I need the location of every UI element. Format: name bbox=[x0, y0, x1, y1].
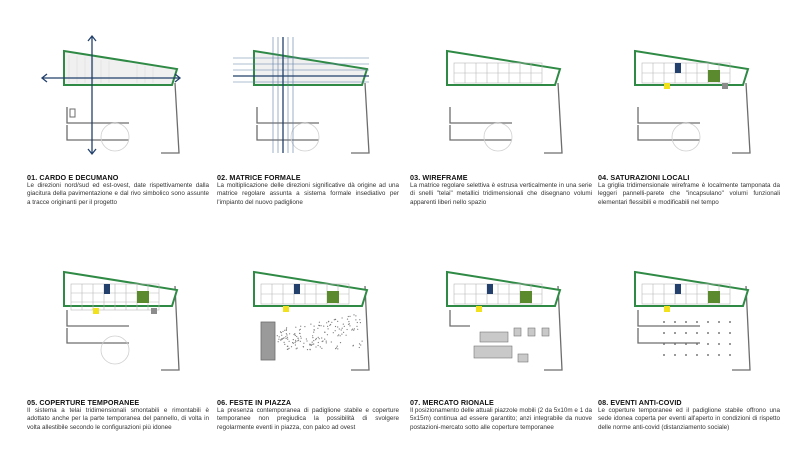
crowd-dot bbox=[327, 326, 328, 327]
crowd-dot bbox=[300, 329, 301, 330]
fountain-circle bbox=[484, 123, 512, 151]
distanced-seat bbox=[674, 354, 676, 356]
pavilion-footprint bbox=[447, 51, 560, 85]
crowd-dot bbox=[333, 332, 334, 333]
crowd-dot bbox=[277, 335, 278, 336]
site-plan-diagram-04 bbox=[598, 25, 780, 155]
distanced-seat bbox=[663, 343, 665, 345]
crowd-dot bbox=[348, 321, 349, 322]
crowd-dot bbox=[289, 333, 290, 334]
crowd-dot bbox=[331, 322, 332, 323]
crowd-dot bbox=[353, 330, 354, 331]
crowd-dot bbox=[335, 348, 336, 349]
crowd-dot bbox=[278, 341, 279, 342]
crowd-dot bbox=[313, 340, 314, 341]
crowd-dot bbox=[283, 338, 284, 339]
crowd-dot bbox=[357, 329, 358, 330]
crowd-dot bbox=[313, 329, 314, 330]
crowd-dot bbox=[354, 328, 355, 329]
crowd-dot bbox=[307, 349, 308, 350]
crowd-dot bbox=[315, 339, 316, 340]
distanced-seat bbox=[674, 343, 676, 345]
distanced-seat bbox=[718, 332, 720, 334]
crowd-dot bbox=[286, 327, 287, 328]
crowd-dot bbox=[295, 342, 296, 343]
panel-08-title: 08. EVENTI ANTI-COVID bbox=[598, 398, 682, 407]
navy-volume bbox=[675, 63, 681, 73]
crowd-dot bbox=[286, 333, 287, 334]
panel-01-title: 01. CARDO E DECUMANO bbox=[27, 173, 119, 182]
yellow-volume bbox=[93, 308, 99, 314]
fountain-circle bbox=[101, 336, 129, 364]
crowd-dot bbox=[312, 342, 313, 343]
crowd-dot bbox=[321, 348, 322, 349]
crowd-dot bbox=[348, 316, 349, 317]
crowd-dot bbox=[278, 339, 279, 340]
crowd-dot bbox=[287, 346, 288, 347]
crowd-dot bbox=[344, 326, 345, 327]
yellow-volume bbox=[476, 306, 482, 312]
pavilion-footprint bbox=[64, 51, 177, 85]
crowd-dot bbox=[359, 319, 360, 320]
distanced-seat bbox=[696, 332, 698, 334]
crowd-dot bbox=[340, 342, 341, 343]
grey-volume bbox=[151, 308, 157, 314]
crowd-dot bbox=[318, 337, 319, 338]
crowd-dot bbox=[335, 326, 336, 327]
distanced-seat bbox=[707, 321, 709, 323]
site-plan-diagram-03 bbox=[410, 25, 592, 155]
crowd-dot bbox=[303, 343, 304, 344]
crowd-dot bbox=[353, 314, 354, 315]
distanced-seat bbox=[718, 321, 720, 323]
crowd-dot bbox=[281, 339, 282, 340]
crowd-dot bbox=[279, 336, 280, 337]
fountain-circle bbox=[672, 123, 700, 151]
crowd-dot bbox=[293, 339, 294, 340]
building-outline bbox=[450, 83, 562, 153]
distanced-seat bbox=[729, 332, 731, 334]
crowd-dot bbox=[342, 317, 343, 318]
pavilion-footprint bbox=[254, 272, 367, 306]
fountain-circle bbox=[291, 123, 319, 151]
crowd-dot bbox=[287, 339, 288, 340]
crowd-dot bbox=[306, 340, 307, 341]
crowd-dot bbox=[301, 338, 302, 339]
crowd-dots bbox=[277, 314, 363, 350]
crowd-dot bbox=[324, 339, 325, 340]
crowd-dot bbox=[337, 346, 338, 347]
crowd-dot bbox=[323, 326, 324, 327]
green-volume bbox=[520, 291, 532, 303]
crowd-dot bbox=[348, 324, 349, 325]
crowd-dot bbox=[360, 322, 361, 323]
crowd-dot bbox=[306, 338, 307, 339]
panel-07-title: 07. MERCATO RIONALE bbox=[410, 398, 494, 407]
distanced-seat bbox=[696, 343, 698, 345]
crowd-dot bbox=[328, 328, 329, 329]
crowd-dot bbox=[334, 319, 335, 320]
crowd-dot bbox=[324, 332, 325, 333]
panel-06-description: La presenza contemporanea di padiglione stabile e coperture temporanee non pregiudica la possibilità di svolgere regolarmente eventi in piazza, con palco ad ovest bbox=[217, 407, 399, 431]
crowd-dot bbox=[336, 347, 337, 348]
distanced-seat bbox=[685, 343, 687, 345]
crowd-dot bbox=[341, 334, 342, 335]
site-plan-diagram-07 bbox=[410, 250, 592, 380]
crowd-dot bbox=[318, 342, 319, 343]
distanced-seat bbox=[696, 354, 698, 356]
crowd-dot bbox=[322, 341, 323, 342]
crowd-dot bbox=[312, 335, 313, 336]
crowd-dot bbox=[349, 325, 350, 326]
crowd-dot bbox=[343, 332, 344, 333]
crowd-dot bbox=[310, 324, 311, 325]
distanced-seat bbox=[729, 343, 731, 345]
crowd-dot bbox=[281, 335, 282, 336]
crowd-dot bbox=[310, 344, 311, 345]
site-plan-diagram-01 bbox=[27, 25, 209, 155]
market-stall bbox=[528, 328, 535, 336]
crowd-dot bbox=[286, 334, 287, 335]
crowd-dot bbox=[300, 336, 301, 337]
crowd-dot bbox=[326, 342, 327, 343]
distanced-seat bbox=[685, 321, 687, 323]
crowd-dot bbox=[295, 344, 296, 345]
crowd-dot bbox=[309, 349, 310, 350]
panel-04-title: 04. SATURAZIONI LOCALI bbox=[598, 173, 690, 182]
distanced-seat bbox=[663, 321, 665, 323]
crowd-dot bbox=[294, 333, 295, 334]
distanced-seat bbox=[696, 321, 698, 323]
site-plan-diagram-02 bbox=[217, 25, 399, 155]
crowd-dot bbox=[331, 341, 332, 342]
crowd-dot bbox=[352, 329, 353, 330]
crowd-dot bbox=[341, 329, 342, 330]
crowd-dot bbox=[289, 341, 290, 342]
crowd-dot bbox=[314, 326, 315, 327]
crowd-dot bbox=[355, 315, 356, 316]
panel-05-title: 05. COPERTURE TEMPORANEE bbox=[27, 398, 140, 407]
crowd-dot bbox=[351, 329, 352, 330]
crowd-dot bbox=[347, 319, 348, 320]
distanced-seat bbox=[663, 332, 665, 334]
crowd-dot bbox=[286, 330, 287, 331]
stage-block bbox=[261, 322, 275, 360]
crowd-dot bbox=[298, 338, 299, 339]
distanced-seat bbox=[707, 332, 709, 334]
pavilion-footprint bbox=[254, 51, 367, 85]
crowd-dot bbox=[289, 348, 290, 349]
crowd-dot bbox=[286, 338, 287, 339]
crowd-dot bbox=[295, 335, 296, 336]
crowd-dot bbox=[295, 341, 296, 342]
crowd-dot bbox=[284, 344, 285, 345]
distanced-seat bbox=[685, 354, 687, 356]
green-volume bbox=[708, 70, 720, 82]
crowd-dot bbox=[312, 337, 313, 338]
crowd-dot bbox=[359, 343, 360, 344]
panel-02-title: 02. MATRICE FORMALE bbox=[217, 173, 301, 182]
crowd-dot bbox=[337, 335, 338, 336]
crowd-dot bbox=[300, 326, 301, 327]
crowd-dot bbox=[335, 330, 336, 331]
crowd-dot bbox=[326, 322, 327, 323]
crowd-dot bbox=[295, 340, 296, 341]
crowd-dot bbox=[286, 329, 287, 330]
crowd-dot bbox=[292, 342, 293, 343]
green-volume bbox=[708, 291, 720, 303]
distanced-seat bbox=[707, 343, 709, 345]
crowd-dot bbox=[297, 348, 298, 349]
pavilion-footprint bbox=[635, 272, 748, 306]
distanced-seat bbox=[729, 354, 731, 356]
panel-04-description: La griglia tridimensionale wireframe è localmente tamponata da leggeri pannelli-parete che "incapsulano" volumi funzionali elementari flessibili e modificabili nel tempo bbox=[598, 182, 780, 206]
site-plan-diagram-08 bbox=[598, 250, 780, 380]
crowd-dot bbox=[360, 344, 361, 345]
crowd-dot bbox=[313, 343, 314, 344]
crowd-dot bbox=[321, 325, 322, 326]
crowd-dot bbox=[339, 328, 340, 329]
market-stall bbox=[518, 354, 528, 362]
crowd-dot bbox=[297, 340, 298, 341]
pillar-marker bbox=[70, 109, 75, 117]
crowd-dot bbox=[304, 326, 305, 327]
market-stall bbox=[480, 332, 508, 342]
crowd-dot bbox=[340, 335, 341, 336]
site-plan-diagram-06 bbox=[217, 250, 399, 380]
crowd-dot bbox=[319, 325, 320, 326]
distanced-seat bbox=[674, 321, 676, 323]
panel-07-description: Il posizionamento delle attuali piazzole mobili (2 da 5x10m e 1 da 5x15m) continua ad essere garantito; anzi integrabile da nuove postazioni-mercato sotto alle coperture temporanee bbox=[410, 407, 592, 431]
navy-volume bbox=[487, 284, 493, 294]
crowd-dot bbox=[347, 329, 348, 330]
panel-03-description: La matrice regolare selettiva è estrusa verticalmente in una serie di snelli "telai" metallici tridimensionali che disegnano volumi apparenti liberi nello spazio bbox=[410, 182, 592, 206]
yellow-volume bbox=[664, 306, 670, 312]
market-stall bbox=[542, 328, 549, 336]
crowd-dot bbox=[284, 342, 285, 343]
distanced-seat bbox=[718, 343, 720, 345]
crowd-dot bbox=[356, 326, 357, 327]
crowd-dot bbox=[317, 328, 318, 329]
crowd-dot bbox=[303, 346, 304, 347]
crowd-dot bbox=[362, 341, 363, 342]
market-stall bbox=[474, 346, 512, 358]
crowd-dot bbox=[291, 346, 292, 347]
crowd-dot bbox=[326, 341, 327, 342]
crowd-dot bbox=[337, 326, 338, 327]
crowd-dot bbox=[316, 338, 317, 339]
crowd-dot bbox=[319, 338, 320, 339]
crowd-dot bbox=[284, 330, 285, 331]
crowd-dot bbox=[295, 327, 296, 328]
panel-05-description: Il sistema a telai tridimensionali smontabili e rimontabili è adottato anche per la parte temporanea del pannello, di volta in volta allestibile secondo le configurazioni più idonee bbox=[27, 407, 209, 431]
panel-08-description: Le coperture temporanee ed il padiglione stabile offrono una sede idonea coperta per eventi all'aperto in condizioni di rispetto delle norme anti-covid (distanziamento sociale) bbox=[598, 407, 780, 431]
panel-06-title: 06. FESTE IN PIAZZA bbox=[217, 398, 292, 407]
crowd-dot bbox=[338, 334, 339, 335]
panel-03-title: 03. WIREFRAME bbox=[410, 173, 468, 182]
pavilion-footprint bbox=[64, 272, 177, 306]
crowd-dot bbox=[357, 322, 358, 323]
crowd-dot bbox=[342, 328, 343, 329]
crowd-dot bbox=[359, 347, 360, 348]
crowd-dot bbox=[321, 337, 322, 338]
distanced-seat bbox=[674, 332, 676, 334]
distanced-seat bbox=[685, 332, 687, 334]
market-stalls bbox=[474, 328, 549, 362]
distanced-seat bbox=[663, 354, 665, 356]
crowd-dot bbox=[296, 336, 297, 337]
crowd-dot bbox=[288, 348, 289, 349]
crowd-dot bbox=[319, 322, 320, 323]
crowd-dot bbox=[318, 345, 319, 346]
crowd-dot bbox=[337, 348, 338, 349]
building-outline bbox=[67, 83, 179, 153]
market-stall bbox=[514, 328, 521, 336]
crowd-dot bbox=[328, 321, 329, 322]
grey-volume bbox=[722, 83, 728, 89]
crowd-dot bbox=[287, 337, 288, 338]
pavilion-footprint bbox=[635, 51, 748, 85]
pavilion-footprint bbox=[447, 272, 560, 306]
distanced-seat bbox=[718, 354, 720, 356]
navy-volume bbox=[294, 284, 300, 294]
fountain-circle bbox=[101, 123, 129, 151]
yellow-volume bbox=[664, 83, 670, 89]
yellow-volume bbox=[283, 306, 289, 312]
crowd-dot bbox=[315, 346, 316, 347]
panel-01-description: Le direzioni nord/sud ed est-ovest, date rispettivamente dalla giacitura della pavimentazione e dal rivo simbolico sono assunte a tracce originanti per il progetto bbox=[27, 182, 209, 206]
panel-02-description: La moltiplicazione delle direzioni significative dà origine ad una matrice regolare assunta a sistema formale insediativo per l'impianto del nuovo padiglione bbox=[217, 182, 399, 206]
crowd-dot bbox=[346, 335, 347, 336]
crowd-dot bbox=[285, 336, 286, 337]
green-volume bbox=[327, 291, 339, 303]
crowd-dot bbox=[299, 333, 300, 334]
crowd-dot bbox=[355, 319, 356, 320]
crowd-dot bbox=[280, 331, 281, 332]
crowd-dot bbox=[327, 334, 328, 335]
crowd-dot bbox=[329, 325, 330, 326]
navy-volume bbox=[104, 284, 110, 294]
navy-volume bbox=[675, 284, 681, 294]
cardo-decumano-axes bbox=[42, 36, 180, 154]
crowd-dot bbox=[343, 324, 344, 325]
crowd-dot bbox=[282, 331, 283, 332]
crowd-dot bbox=[300, 341, 301, 342]
distanced-seat bbox=[707, 354, 709, 356]
crowd-dot bbox=[352, 345, 353, 346]
distanced-seat bbox=[729, 321, 731, 323]
site-plan-diagram-05 bbox=[27, 250, 209, 380]
green-volume bbox=[137, 291, 149, 303]
crowd-dot bbox=[313, 332, 314, 333]
crowd-dot bbox=[320, 346, 321, 347]
crowd-dot bbox=[349, 316, 350, 317]
building-outline bbox=[638, 83, 750, 153]
building-outline bbox=[257, 83, 369, 153]
crowd-dot bbox=[337, 321, 338, 322]
